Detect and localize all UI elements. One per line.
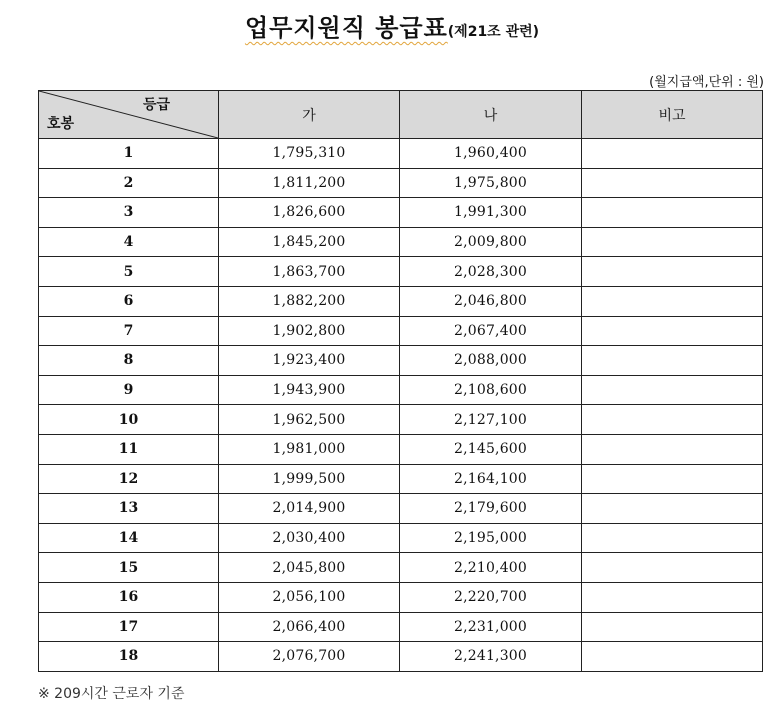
step-cell: 1 <box>39 139 219 169</box>
ga-value-cell: 1,826,600 <box>219 198 400 228</box>
ga-value-cell: 2,045,800 <box>219 553 400 583</box>
step-cell: 13 <box>39 494 219 524</box>
remarks-cell <box>582 316 763 346</box>
header-grade-step-cell <box>39 91 219 139</box>
remarks-cell <box>582 434 763 464</box>
remarks-cell <box>582 198 763 228</box>
na-value-cell: 2,127,100 <box>400 405 582 435</box>
table-row <box>39 139 763 169</box>
ga-value-cell: 1,962,500 <box>219 405 400 435</box>
step-cell: 7 <box>39 316 219 346</box>
remarks-cell <box>582 227 763 257</box>
ga-value-cell: 1,795,310 <box>219 139 400 169</box>
header-grade-label: 등급 <box>142 97 170 113</box>
step-cell: 14 <box>39 523 219 553</box>
remarks-cell <box>582 375 763 405</box>
step-cell: 18 <box>39 642 219 672</box>
header-col-na: 나 <box>400 91 582 139</box>
na-value-cell: 1,975,800 <box>400 168 582 198</box>
step-cell: 17 <box>39 612 219 642</box>
na-value-cell: 2,088,000 <box>400 346 582 376</box>
table-row <box>39 286 763 316</box>
remarks-cell <box>582 286 763 316</box>
remarks-cell <box>582 553 763 583</box>
ga-value-cell: 1,882,200 <box>219 286 400 316</box>
salary-table-body <box>39 139 763 672</box>
step-cell: 8 <box>39 346 219 376</box>
na-value-cell: 1,991,300 <box>400 198 582 228</box>
ga-value-cell: 1,981,000 <box>219 434 400 464</box>
table-row <box>39 553 763 583</box>
na-value-cell: 2,231,000 <box>400 612 582 642</box>
na-value-cell: 2,108,600 <box>400 375 582 405</box>
na-value-cell: 2,241,300 <box>400 642 582 672</box>
na-value-cell: 2,028,300 <box>400 257 582 287</box>
na-value-cell: 2,210,400 <box>400 553 582 583</box>
ga-value-cell: 2,066,400 <box>219 612 400 642</box>
ga-value-cell: 1,811,200 <box>219 168 400 198</box>
remarks-cell <box>582 464 763 494</box>
table-row <box>39 257 763 287</box>
remarks-cell <box>582 582 763 612</box>
step-cell: 16 <box>39 582 219 612</box>
remarks-cell <box>582 168 763 198</box>
page-title-main: 업무지원직 봉급표 <box>244 14 448 42</box>
na-value-cell: 2,046,800 <box>400 286 582 316</box>
page-title-sub: (제21조 관련) <box>447 24 540 40</box>
ga-value-cell: 2,076,700 <box>219 642 400 672</box>
table-row <box>39 434 763 464</box>
step-cell: 15 <box>39 553 219 583</box>
remarks-cell <box>582 257 763 287</box>
salary-table-header <box>39 91 763 139</box>
table-row <box>39 227 763 257</box>
na-value-cell: 2,145,600 <box>400 434 582 464</box>
remarks-cell <box>582 139 763 169</box>
remarks-cell <box>582 523 763 553</box>
ga-value-cell: 1,902,800 <box>219 316 400 346</box>
step-cell: 3 <box>39 198 219 228</box>
step-cell: 2 <box>39 168 219 198</box>
step-cell: 10 <box>39 405 219 435</box>
ga-value-cell: 1,923,400 <box>219 346 400 376</box>
remarks-cell <box>582 405 763 435</box>
page-title <box>0 8 784 43</box>
step-cell: 4 <box>39 227 219 257</box>
step-cell: 11 <box>39 434 219 464</box>
na-value-cell: 2,179,600 <box>400 494 582 524</box>
na-value-cell: 2,164,100 <box>400 464 582 494</box>
unit-note: (월지급액,단위 : 원) <box>649 75 764 90</box>
header-step-label: 호봉 <box>47 116 75 132</box>
ga-value-cell: 2,030,400 <box>219 523 400 553</box>
table-row <box>39 316 763 346</box>
table-row <box>39 494 763 524</box>
table-row <box>39 346 763 376</box>
table-row <box>39 198 763 228</box>
remarks-cell <box>582 612 763 642</box>
header-col-ga: 가 <box>219 91 400 139</box>
na-value-cell: 2,067,400 <box>400 316 582 346</box>
table-row <box>39 612 763 642</box>
ga-value-cell: 1,999,500 <box>219 464 400 494</box>
remarks-cell <box>582 642 763 672</box>
salary-table <box>38 90 763 672</box>
table-row <box>39 168 763 198</box>
na-value-cell: 2,195,000 <box>400 523 582 553</box>
footnote: ※ 209시간 근로자 기준 <box>38 686 185 702</box>
table-row <box>39 642 763 672</box>
na-value-cell: 1,960,400 <box>400 139 582 169</box>
table-row <box>39 375 763 405</box>
header-col-remarks: 비고 <box>582 91 763 139</box>
table-row <box>39 582 763 612</box>
ga-value-cell: 2,056,100 <box>219 582 400 612</box>
step-cell: 9 <box>39 375 219 405</box>
step-cell: 5 <box>39 257 219 287</box>
remarks-cell <box>582 494 763 524</box>
table-row <box>39 464 763 494</box>
ga-value-cell: 1,943,900 <box>219 375 400 405</box>
step-cell: 12 <box>39 464 219 494</box>
na-value-cell: 2,009,800 <box>400 227 582 257</box>
table-row <box>39 405 763 435</box>
ga-value-cell: 2,014,900 <box>219 494 400 524</box>
table-row <box>39 523 763 553</box>
ga-value-cell: 1,845,200 <box>219 227 400 257</box>
ga-value-cell: 1,863,700 <box>219 257 400 287</box>
step-cell: 6 <box>39 286 219 316</box>
na-value-cell: 2,220,700 <box>400 582 582 612</box>
remarks-cell <box>582 346 763 376</box>
